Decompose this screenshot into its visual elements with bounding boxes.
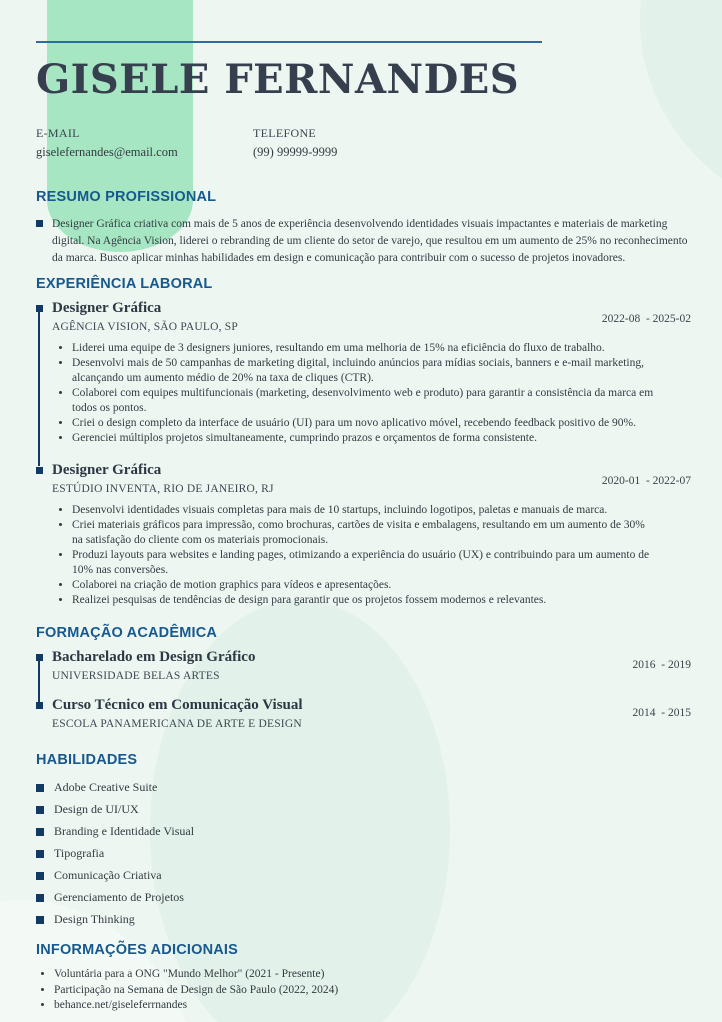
date-range: 2022-08 - 2025-02 [601, 313, 691, 325]
phone-column [253, 127, 337, 160]
school-name: UNIVERSIDADE BELAS ARTES [52, 670, 220, 682]
square-bullet-icon [36, 894, 44, 902]
achievement-item: • Colaborei na criação de motion graphics para vídeos e apresentações. [72, 578, 658, 593]
date-range: 2016 - 2019 [632, 659, 691, 671]
experience-section-title: EXPERIÊNCIA LABORAL [36, 276, 213, 292]
square-bullet-icon [36, 872, 44, 880]
skill-item [36, 868, 691, 883]
experience-list [36, 300, 691, 608]
additional-item: • Participação na Semana de Design de São Paulo (2022, 2024) [54, 983, 691, 999]
skill-item [36, 780, 691, 795]
summary-item [36, 216, 691, 267]
skill-label: Tipografia [54, 846, 105, 860]
skill-label: Comunicação Criativa [54, 868, 162, 882]
experience-entry [36, 300, 691, 446]
education-list [36, 649, 691, 731]
square-bullet-icon [36, 220, 43, 227]
skills-section-title: HABILIDADES [36, 752, 138, 768]
education-entry [36, 649, 691, 683]
achievement-item: • Colaborei com equipes multifuncionais (marketing, desenvolvimento web e produto) para garantir a consistência da marca em todos os pontos. [72, 386, 658, 416]
achievement-list [52, 503, 658, 608]
additional-section-title: INFORMAÇÕES ADICIONAIS [36, 942, 239, 958]
achievement-item: • Criei o design completo da interface de usuário (UI) para um novo aplicativo móvel, recebendo feedback positivo de 90%. [72, 416, 658, 431]
skill-label: Branding e Identidade Visual [54, 824, 195, 838]
company-name: ESTÚDIO INVENTA, RIO DE JANEIRO, RJ [52, 483, 274, 495]
achievement-item: • Criei materiais gráficos para impressão, como brochuras, cartões de visita e embalagens, resultando em um aumento de 30% na satisfação do cliente com os materiais promocionais. [72, 518, 658, 548]
achievement-list [52, 341, 658, 446]
skill-label: Gerenciamento de Projetos [54, 890, 184, 904]
skill-label: Design Thinking [54, 912, 135, 926]
achievement-item: • Realizei pesquisas de tendências de design para garantir que os projetos fossem modernos e relevantes. [72, 593, 658, 608]
achievement-item: • Liderei uma equipe de 3 designers juniores, resultando em uma melhoria de 15% na eficiência do fluxo de trabalho. [72, 341, 658, 356]
skill-item [36, 846, 691, 861]
summary-section-title: RESUMO PROFISSIONAL [36, 189, 217, 205]
skill-label: Design de UI/UX [54, 802, 139, 816]
email-column [36, 127, 253, 160]
additional-section [36, 943, 691, 1014]
square-bullet-icon [36, 850, 44, 858]
contact-block [36, 127, 691, 160]
achievement-item: • Gerenciei múltiplos projetos simultaneamente, cumprindo prazos e orçamentos de forma consistente. [72, 431, 658, 446]
achievement-item: • Desenvolvi mais de 50 campanhas de marketing digital, incluindo anúncios para mídias sociais, banners e e-mail marketing, alcançando um aumento médio de 20% na taxa de cliques (CTR). [72, 356, 658, 386]
experience-section [36, 277, 691, 608]
square-bullet-icon [36, 784, 44, 792]
job-title: Designer Gráfica [52, 300, 162, 316]
experience-entry [36, 462, 691, 608]
company-name: AGÊNCIA VISION, SÃO PAULO, SP [52, 321, 238, 333]
square-bullet-icon [36, 467, 43, 474]
person-name: GISELE FERNANDES [36, 56, 520, 103]
square-bullet-icon [36, 916, 44, 924]
date-range: 2020-01 - 2022-07 [601, 475, 691, 487]
square-bullet-icon [36, 305, 43, 312]
square-bullet-icon [36, 702, 43, 709]
degree-title: Bacharelado em Design Gráfico [52, 649, 256, 665]
phone-label: TELEFONE [253, 126, 317, 140]
square-bullet-icon [36, 806, 44, 814]
skill-item [36, 890, 691, 905]
skills-section [36, 753, 691, 927]
date-range: 2014 - 2015 [632, 707, 691, 719]
skill-item [36, 802, 691, 817]
skill-item [36, 824, 691, 839]
skill-label: Adobe Creative Suite [54, 780, 158, 794]
school-name: ESCOLA PANAMERICANA DE ARTE E DESIGN [52, 718, 302, 730]
square-bullet-icon [36, 654, 43, 661]
skill-item [36, 912, 691, 927]
email-value: giselefernandes@email.com [36, 145, 178, 159]
achievement-item: • Produzi layouts para websites e landing pages, otimizando a experiência do usuário (UX) e contribuindo para um aumento de 10% nas conversões. [72, 548, 658, 578]
achievement-item: • Desenvolvi identidades visuais completas para mais de 10 startups, incluindo logotipos, paletas e manuais de marca. [72, 503, 658, 518]
header-rule [36, 41, 542, 43]
education-section-title: FORMAÇÃO ACADÊMICA [36, 625, 218, 641]
degree-title: Curso Técnico em Comunicação Visual [52, 697, 303, 713]
additional-item: • behance.net/giseleferrnandes [54, 998, 691, 1014]
additional-item: • Voluntária para a ONG "Mundo Melhor" (2021 - Presente) [54, 967, 691, 983]
job-title: Designer Gráfica [52, 462, 162, 478]
square-bullet-icon [36, 828, 44, 836]
summary-section [36, 190, 691, 267]
additional-list [36, 967, 691, 1014]
skills-list [36, 780, 691, 927]
education-entry [36, 697, 691, 731]
email-label: E-MAIL [36, 126, 80, 140]
education-section [36, 626, 691, 731]
summary-text: Designer Gráfica criativa com mais de 5 anos de experiência desenvolvendo identidades visuais impactantes e materiais de marketing digital. Na Agência Vision, liderei o rebranding de um cliente do setor de varejo, que resultou em um aumento de 25% no reconhecimento da marca. Busco aplicar minhas habilidades em design e comunicação para contribuir com o sucesso de projetos inovadores. [52, 218, 688, 264]
phone-value: (99) 99999-9999 [253, 145, 338, 159]
